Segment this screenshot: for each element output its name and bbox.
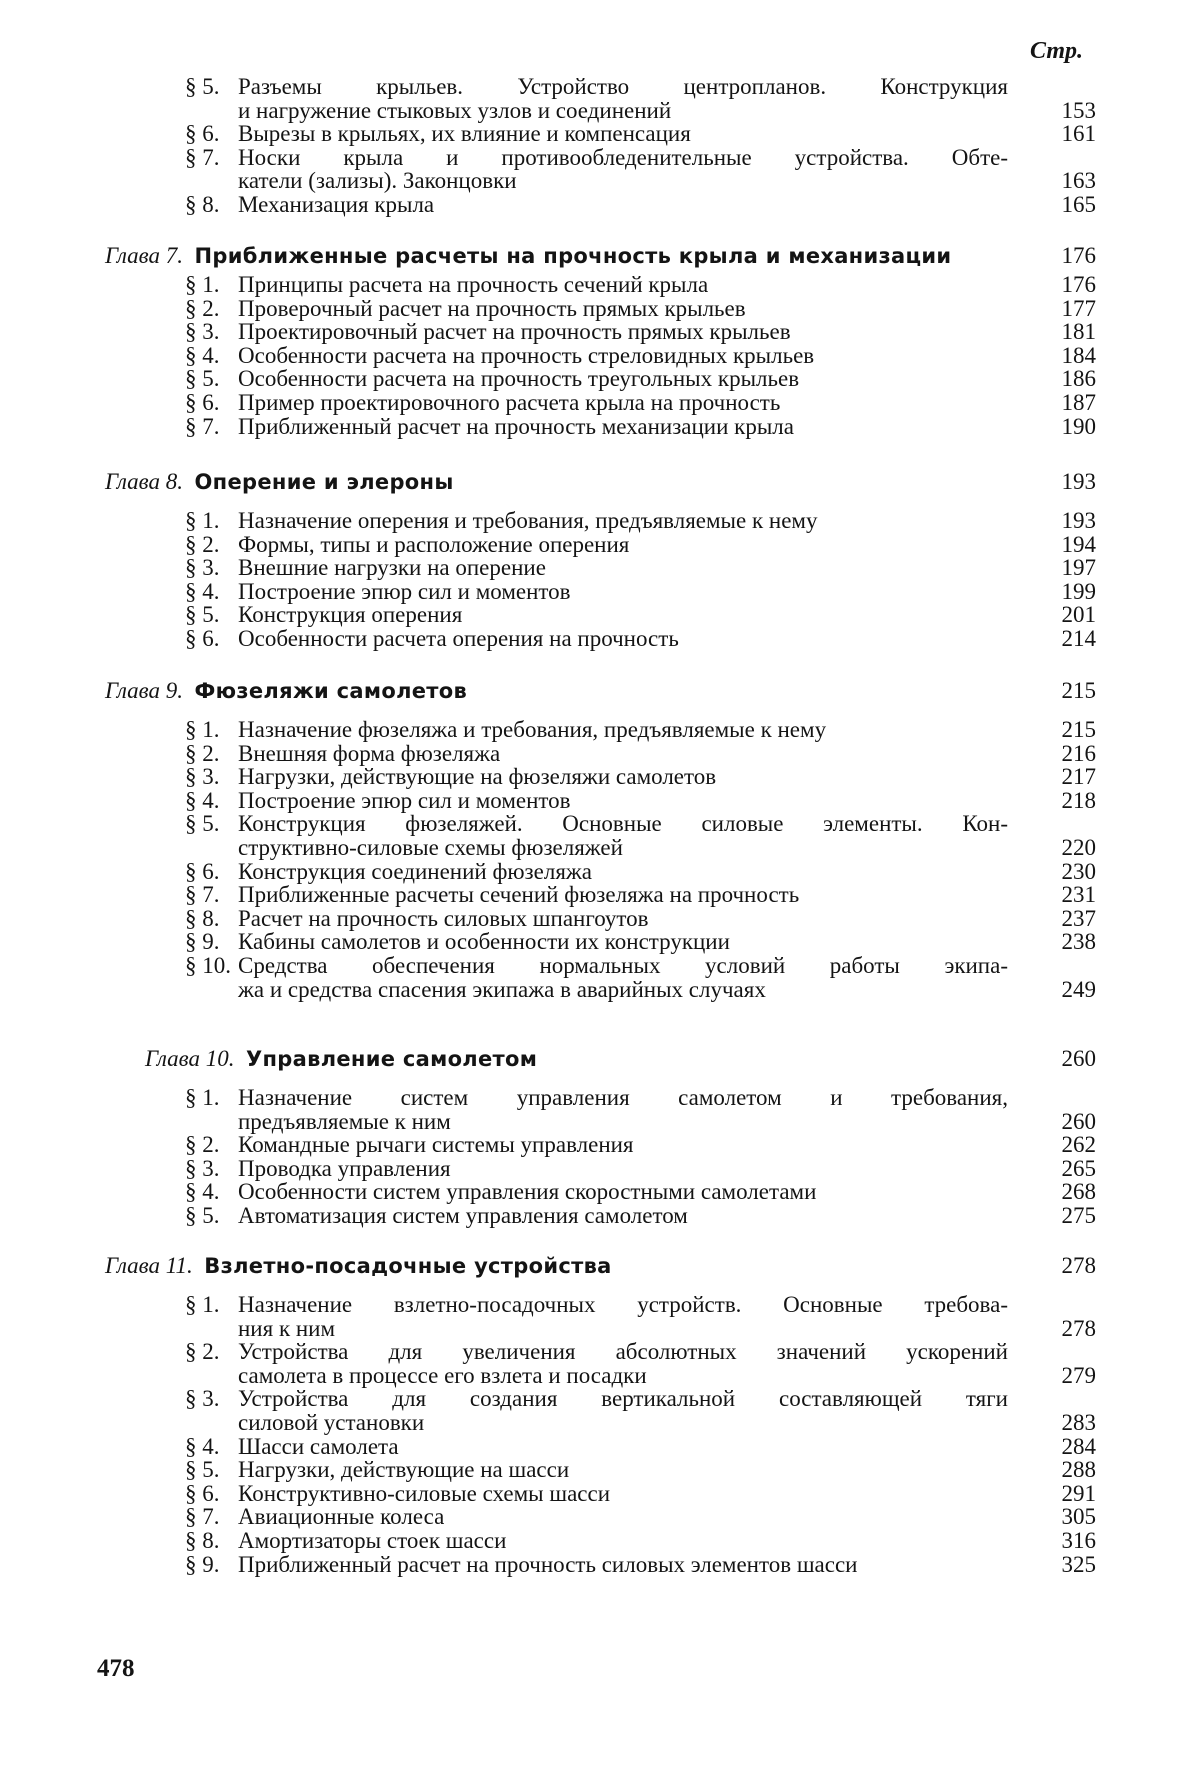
chapter-page-number: 260 [1061, 1046, 1096, 1071]
section-page-number: 279 [1061, 1362, 1096, 1388]
chapter-page-number: 278 [1061, 1253, 1096, 1278]
section-mark: § 2. [185, 531, 220, 557]
chapter-page-number: 176 [1061, 243, 1096, 268]
section-title: Приближенные расчеты сечений фюзеляжа на прочность [238, 882, 800, 908]
chapter-heading [105, 243, 951, 269]
section-page-number: 186 [1061, 366, 1096, 392]
chapter-title: Фюзеляжи самолетов [194, 679, 468, 703]
section-mark: § 4. [185, 1433, 220, 1459]
section-mark: § 8. [185, 192, 220, 217]
section-title: Амортизаторы стоек шасси [238, 1528, 507, 1553]
section-title: Конструкция соединений фюзеляжа [238, 858, 592, 884]
section-title: Нагрузки, действующие на шасси [238, 1457, 570, 1483]
chapter-title: Управление самолетом [246, 1047, 538, 1071]
chapter-heading [145, 1046, 537, 1072]
section-page-number: 275 [1061, 1203, 1096, 1228]
section-page-number: 218 [1061, 787, 1096, 813]
section-page-number: 220 [1061, 835, 1096, 860]
section-title: Шасси самолета [238, 1433, 399, 1459]
chapter-heading [105, 678, 467, 704]
section-mark: § 5. [185, 1457, 220, 1483]
section-title: Механизация крыла [238, 192, 435, 217]
section-title: Назначение систем управления самолетом и требования, [238, 1085, 1008, 1110]
section-title: Авиационные колеса [238, 1504, 445, 1530]
section-mark: § 5. [185, 602, 220, 628]
section-title: Устройства для увеличения абсолютных значений ускорений [238, 1339, 1008, 1365]
section-mark: § 1. [185, 272, 220, 297]
section-title: Особенности систем управления скоростными самолетами [238, 1179, 817, 1205]
section-mark: § 3. [185, 1386, 220, 1412]
chapter-heading [105, 469, 454, 495]
section-title: Особенности расчета оперения на прочность [238, 626, 679, 651]
section-title: Пример проектировочного расчета крыла на прочность [238, 390, 781, 415]
section-page-number: 176 [1061, 272, 1096, 297]
section-mark: § 7. [185, 882, 220, 908]
section-mark: § 3. [185, 1155, 220, 1181]
section-mark: § 2. [185, 1339, 220, 1365]
section-title: Формы, типы и расположение оперения [238, 531, 630, 557]
section-mark: § 2. [185, 1132, 220, 1158]
section-mark: § 1. [185, 508, 220, 533]
section-page-number: 325 [1061, 1551, 1096, 1577]
section-page-number: 190 [1061, 413, 1096, 439]
chapter-title: Взлетно-посадочные устройства [204, 1254, 612, 1278]
section-page-number: 161 [1061, 121, 1096, 147]
section-title: Конструкция оперения [238, 602, 463, 628]
section-title: Разъемы крыльев. Устройство центропланов. Конструкция [238, 74, 1008, 99]
section-mark: § 4. [185, 578, 220, 604]
section-mark: § 9. [185, 929, 220, 955]
section-title: Конструктивно-силовые схемы шасси [238, 1480, 611, 1506]
chapter-title: Приближенные расчеты на прочность крыла и механизации [194, 244, 952, 268]
section-page-number: 262 [1061, 1132, 1096, 1158]
chapter-label: Глава 10. [145, 1046, 235, 1071]
section-mark: § 1. [185, 1085, 220, 1110]
section-page-number: 199 [1061, 578, 1096, 604]
section-title: силовой установки [238, 1410, 425, 1435]
section-title: структивно-силовые схемы фюзеляжей [238, 835, 623, 860]
section-title: жа и средства спасения экипажа в аварийных случаях [238, 976, 766, 1002]
section-title: Средства обеспечения нормальных условий работы экипа- [238, 953, 1008, 978]
section-title: Особенности расчета на прочность стреловидных крыльев [238, 342, 815, 368]
section-page-number: 216 [1061, 740, 1096, 766]
section-mark: § 8. [185, 905, 220, 931]
section-title: Назначение оперения и требования, предъявляемые к нему [238, 508, 818, 533]
section-mark: § 6. [185, 1480, 220, 1506]
chapter-label: Глава 9. [105, 678, 183, 703]
section-mark: § 5. [185, 811, 220, 837]
section-page-number: 305 [1061, 1504, 1096, 1530]
chapter-label: Глава 11. [105, 1253, 193, 1278]
section-page-number: 238 [1061, 929, 1096, 955]
section-title: самолета в процессе его взлета и посадки [238, 1362, 647, 1388]
chapter-title: Оперение и элероны [194, 470, 454, 494]
section-title: Проверочный расчет на прочность прямых крыльев [238, 295, 746, 321]
section-mark: § 2. [185, 295, 220, 321]
section-mark: § 4. [185, 1179, 220, 1205]
section-mark: § 3. [185, 764, 220, 790]
section-mark: § 4. [185, 787, 220, 813]
section-title: Носки крыла и противообледенительные устройства. Обте- [238, 144, 1008, 170]
section-mark: § 1. [185, 717, 220, 742]
section-mark: § 7. [185, 1504, 220, 1530]
section-page-number: 268 [1061, 1179, 1096, 1205]
section-page-number: 230 [1061, 858, 1096, 884]
section-page-number: 197 [1061, 555, 1096, 581]
section-mark: § 3. [185, 555, 220, 581]
section-mark: § 5. [185, 1203, 220, 1228]
chapter-heading [105, 1253, 612, 1279]
section-page-number: 187 [1061, 390, 1096, 415]
page-number: 478 [97, 1655, 135, 1682]
section-mark: § 6. [185, 858, 220, 884]
section-title: Приближенный расчет на прочность механизации крыла [238, 413, 794, 439]
section-page-number: 193 [1061, 508, 1096, 533]
section-title: Проводка управления [238, 1155, 451, 1181]
section-mark: § 5. [185, 366, 220, 392]
section-mark: § 9. [185, 1551, 220, 1577]
section-mark: § 7. [185, 413, 220, 439]
section-page-number: 153 [1061, 97, 1096, 123]
section-page-number: 163 [1061, 168, 1096, 194]
section-title: Назначение фюзеляжа и требования, предъявляемые к нему [238, 717, 827, 742]
section-title: Построение эпюр сил и моментов [238, 787, 571, 813]
section-title: Вырезы в крыльях, их влияние и компенсация [238, 121, 691, 147]
section-page-number: 265 [1061, 1155, 1096, 1181]
section-mark: § 1. [185, 1292, 220, 1317]
section-title: Назначение взлетно-посадочных устройств. Основные требова- [238, 1292, 1008, 1317]
section-page-number: 215 [1061, 717, 1096, 742]
section-page-number: 249 [1061, 976, 1096, 1002]
section-title: Автоматизация систем управления самолетом [238, 1203, 688, 1228]
section-title: ния к ним [238, 1315, 336, 1341]
section-title: Построение эпюр сил и моментов [238, 578, 571, 604]
section-page-number: 165 [1061, 192, 1096, 217]
section-mark: § 5. [185, 74, 220, 99]
section-mark: § 4. [185, 342, 220, 368]
section-title: Расчет на прочность силовых шпангоутов [238, 905, 649, 931]
section-page-number: 283 [1061, 1410, 1096, 1435]
section-title: Проектировочный расчет на прочность прямых крыльев [238, 319, 791, 345]
section-title: и нагружение стыковых узлов и соединений [238, 97, 672, 123]
section-page-number: 194 [1061, 531, 1096, 557]
section-page-number: 177 [1061, 295, 1096, 321]
section-page-number: 278 [1061, 1315, 1096, 1341]
section-mark: § 7. [185, 144, 220, 170]
section-page-number: 237 [1061, 905, 1096, 931]
section-title: Принципы расчета на прочность сечений крыла [238, 272, 709, 297]
section-mark: § 6. [185, 390, 220, 415]
section-page-number: 184 [1061, 342, 1096, 368]
section-page-number: 288 [1061, 1457, 1096, 1483]
page-column-header: Стр. [1030, 38, 1084, 64]
section-page-number: 181 [1061, 319, 1096, 345]
section-mark: § 10. [185, 953, 231, 978]
section-title: Внешние нагрузки на оперение [238, 555, 546, 581]
chapter-page-number: 215 [1061, 678, 1096, 703]
section-page-number: 316 [1061, 1528, 1096, 1553]
section-title: Внешняя форма фюзеляжа [238, 740, 501, 766]
section-mark: § 6. [185, 121, 220, 147]
section-title: Кабины самолетов и особенности их конструкции [238, 929, 730, 955]
section-page-number: 231 [1061, 882, 1096, 908]
section-page-number: 260 [1061, 1108, 1096, 1134]
chapter-page-number: 193 [1061, 469, 1096, 494]
section-title: предъявляемые к ним [238, 1108, 451, 1134]
section-title: Командные рычаги системы управления [238, 1132, 634, 1158]
section-title: Приближенный расчет на прочность силовых элементов шасси [238, 1551, 858, 1577]
section-mark: § 6. [185, 626, 220, 651]
section-title: Особенности расчета на прочность треугольных крыльев [238, 366, 800, 392]
section-page-number: 217 [1061, 764, 1096, 790]
section-mark: § 2. [185, 740, 220, 766]
section-page-number: 214 [1061, 626, 1096, 651]
chapter-label: Глава 8. [105, 469, 183, 494]
chapter-label: Глава 7. [105, 243, 183, 268]
section-mark: § 3. [185, 319, 220, 345]
section-page-number: 201 [1061, 602, 1096, 628]
section-title: Нагрузки, действующие на фюзеляжи самолетов [238, 764, 717, 790]
section-title: Устройства для создания вертикальной составляющей тяги [238, 1386, 1008, 1412]
section-title: катели (зализы). Законцовки [238, 168, 517, 194]
section-mark: § 8. [185, 1528, 220, 1553]
section-title: Конструкция фюзеляжей. Основные силовые элементы. Кон- [238, 811, 1008, 837]
section-page-number: 284 [1061, 1433, 1096, 1459]
section-page-number: 291 [1061, 1480, 1096, 1506]
